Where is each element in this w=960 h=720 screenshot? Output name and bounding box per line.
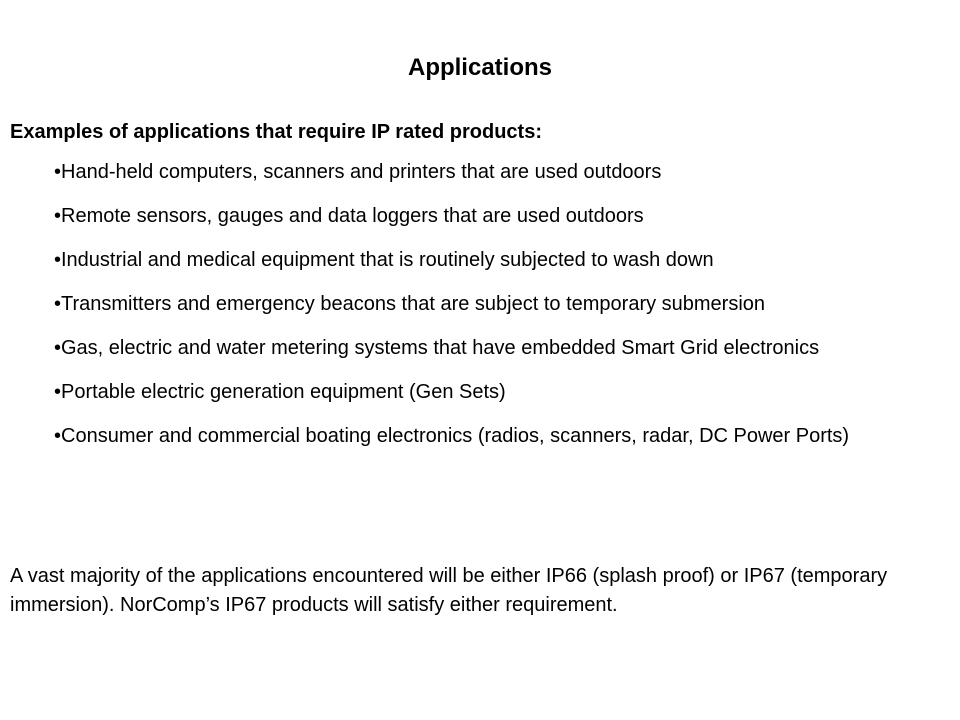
list-item [54, 290, 944, 318]
bullet-icon: • [54, 381, 62, 403]
list-item-text: Industrial and medical equipment that is routinely subjected to wash down [61, 249, 714, 271]
bullet-icon: • [54, 249, 62, 271]
list-item-text: Portable electric generation equipment (Gen Sets) [61, 381, 506, 403]
bullet-icon: • [54, 205, 62, 227]
list-item-text: Transmitters and emergency beacons that are subject to temporary submersion [61, 293, 766, 315]
bullet-icon: • [54, 161, 62, 183]
list-item-text: Remote sensors, gauges and data loggers that are used outdoors [61, 205, 644, 227]
list-item-text: Gas, electric and water metering systems that have embedded Smart Grid electronics [61, 337, 820, 359]
slide-title: Applications [407, 54, 552, 81]
list-item [54, 202, 944, 230]
bullet-icon: • [54, 293, 62, 315]
list-item [54, 246, 944, 274]
list-item-text: Hand-held computers, scanners and printers that are used outdoors [61, 161, 662, 183]
bullet-icon: • [54, 425, 62, 447]
list-item-text: Consumer and commercial boating electronics (radios, scanners, radar, DC Power Ports) [61, 425, 850, 447]
intro-heading: Examples of applications that require IP rated products: [10, 121, 542, 143]
bullet-icon: • [54, 337, 62, 359]
list-item [54, 334, 944, 362]
list-item [54, 422, 944, 450]
application-list [54, 158, 944, 466]
list-item [54, 378, 944, 406]
list-item [54, 158, 944, 186]
closing-paragraph: A vast majority of the applications encountered will be either IP66 (splash proof) or IP67 (temporary immersion). NorComp’s IP67 products will satisfy either requirement. [10, 565, 888, 616]
